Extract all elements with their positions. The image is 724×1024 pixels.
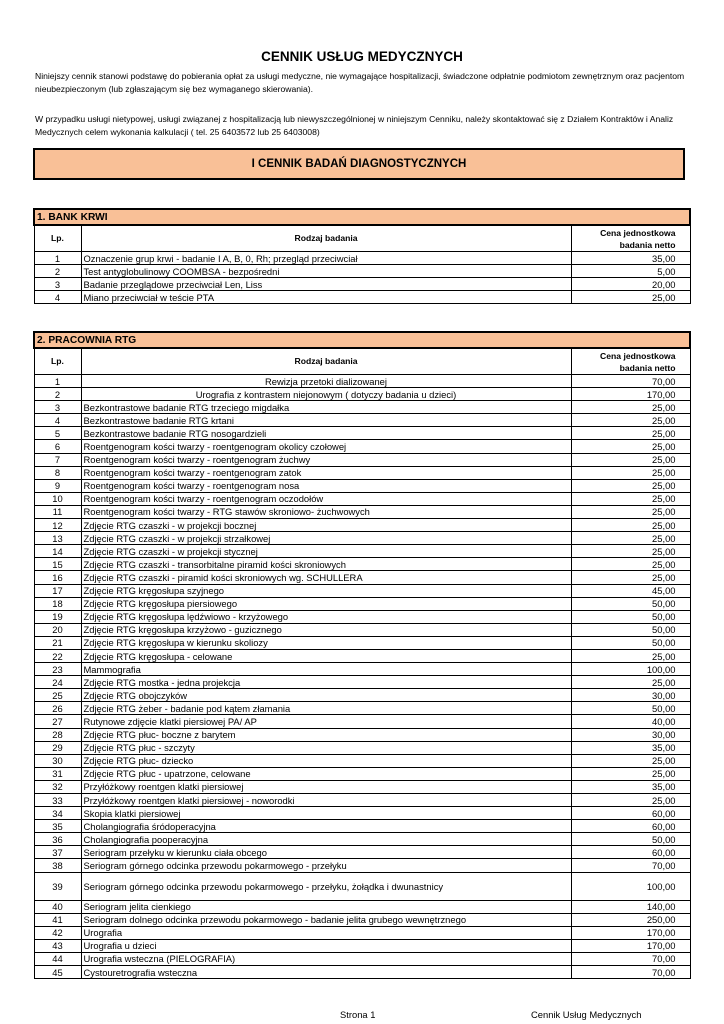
- exam-price: 25,00: [571, 492, 690, 505]
- exam-price: 45,00: [571, 584, 690, 597]
- table-row: [34, 767, 690, 780]
- table-row: [34, 571, 690, 584]
- row-number: 30: [34, 754, 81, 767]
- exam-name: Bezkontrastowe badanie RTG trzeciego migdałka: [81, 401, 571, 414]
- exam-price: 25,00: [571, 453, 690, 466]
- table-row: [34, 427, 690, 440]
- table-row: [34, 401, 690, 414]
- exam-price: 25,00: [571, 767, 690, 780]
- row-number: 26: [34, 702, 81, 715]
- header-name: Rodzaj badania: [81, 348, 571, 375]
- section-title-row: [34, 209, 690, 225]
- row-number: 32: [34, 780, 81, 793]
- header-price: Cena jednostkowa badania netto: [571, 225, 690, 252]
- row-number: 35: [34, 820, 81, 833]
- exam-name: Zdjęcie RTG kręgosłupa piersiowego: [81, 597, 571, 610]
- exam-price: 25,00: [571, 558, 690, 571]
- section-title: 2. PRACOWNIA RTG: [34, 332, 690, 348]
- table-row: [34, 952, 690, 965]
- row-number: 8: [34, 466, 81, 479]
- row-number: 28: [34, 728, 81, 741]
- row-number: 43: [34, 939, 81, 952]
- table-row: [34, 649, 690, 662]
- table-row: [34, 663, 690, 676]
- exam-name: Cystouretrografia wsteczna: [81, 966, 571, 979]
- exam-name: Przyłóżkowy roentgen klatki piersiowej - noworodki: [81, 794, 571, 807]
- exam-name: Rutynowe zdjęcie klatki piersiowej PA/ AP: [81, 715, 571, 728]
- row-number: 17: [34, 584, 81, 597]
- table-row: [34, 702, 690, 715]
- row-number: 27: [34, 715, 81, 728]
- row-number: 1: [34, 375, 81, 388]
- exam-name: Urografia z kontrastem niejonowym ( dotyczy badania u dzieci): [81, 388, 571, 401]
- exam-name: Badanie przeglądowe przeciwciał Len, Liss: [81, 278, 571, 291]
- row-number: 2: [34, 265, 81, 278]
- table-row: [34, 636, 690, 649]
- table-row: [34, 558, 690, 571]
- table-row: [34, 291, 690, 304]
- exam-price: 35,00: [571, 252, 690, 265]
- header-name: Rodzaj badania: [81, 225, 571, 252]
- exam-name: Bezkontrastowe badanie RTG krtani: [81, 414, 571, 427]
- exam-price: 70,00: [571, 966, 690, 979]
- exam-name: Mammografia: [81, 663, 571, 676]
- table-row: [34, 623, 690, 636]
- row-number: 21: [34, 636, 81, 649]
- exam-price: 25,00: [571, 794, 690, 807]
- exam-name: Bezkontrastowe badanie RTG nosogardzieli: [81, 427, 571, 440]
- exam-name: Zdjęcie RTG czaszki - piramid kości skroniowych wg. SCHULLERA: [81, 571, 571, 584]
- table-header-row: [34, 348, 690, 375]
- table-row: [34, 715, 690, 728]
- row-number: 34: [34, 807, 81, 820]
- exam-price: 25,00: [571, 532, 690, 545]
- row-number: 18: [34, 597, 81, 610]
- row-number: 41: [34, 913, 81, 926]
- exam-name: Seriogram przełyku w kierunku ciała obcego: [81, 846, 571, 859]
- exam-name: Roentgenogram kości twarzy - roentgenogram zatok: [81, 466, 571, 479]
- exam-price: 20,00: [571, 278, 690, 291]
- header-lp: Lp.: [34, 348, 81, 375]
- exam-name: Roentgenogram kości twarzy - roentgenogram okolicy czołowej: [81, 440, 571, 453]
- exam-price: 170,00: [571, 388, 690, 401]
- exam-name: Zdjęcie RTG czaszki - transorbitalne piramid kości skroniowych: [81, 558, 571, 571]
- table-row: [34, 926, 690, 939]
- table-row: [34, 846, 690, 859]
- table-row: [34, 278, 690, 291]
- table-row: [34, 610, 690, 623]
- exam-name: Zdjęcie RTG płuc- boczne z barytem: [81, 728, 571, 741]
- table-row: [34, 741, 690, 754]
- table-row: [34, 414, 690, 427]
- page-title: CENNIK USŁUG MEDYCZNYCH: [261, 49, 463, 64]
- exam-price: 50,00: [571, 636, 690, 649]
- exam-price: 170,00: [571, 939, 690, 952]
- exam-price: 25,00: [571, 545, 690, 558]
- row-number: 37: [34, 846, 81, 859]
- exam-price: 60,00: [571, 820, 690, 833]
- row-number: 44: [34, 952, 81, 965]
- row-number: 7: [34, 453, 81, 466]
- exam-name: Seriogram jelita cienkiego: [81, 900, 571, 913]
- exam-name: Miano przeciwciał w teście PTA: [81, 291, 571, 304]
- exam-name: Zdjęcie RTG kręgosłupa - celowane: [81, 649, 571, 662]
- table-row: [34, 505, 690, 518]
- exam-name: Zdjęcie RTG czaszki - w projekcji bocznej: [81, 519, 571, 532]
- row-number: 13: [34, 532, 81, 545]
- document-name: Cennik Usług Medycznych: [531, 1009, 642, 1020]
- exam-price: 25,00: [571, 649, 690, 662]
- row-number: 20: [34, 623, 81, 636]
- row-number: 14: [34, 545, 81, 558]
- row-number: 22: [34, 649, 81, 662]
- exam-name: Seriogram dolnego odcinka przewodu pokarmowego - badanie jelita grubego wewnętrznego: [81, 913, 571, 926]
- row-number: 6: [34, 440, 81, 453]
- exam-name: Oznaczenie grup krwi - badanie I A, B, 0, Rh; przegląd przeciwciał: [81, 252, 571, 265]
- exam-price: 30,00: [571, 728, 690, 741]
- exam-name: Roentgenogram kości twarzy - RTG stawów skroniowo- żuchwowych: [81, 505, 571, 518]
- table-row: [34, 466, 690, 479]
- table-row: [34, 492, 690, 505]
- table-row: [34, 265, 690, 278]
- row-number: 5: [34, 427, 81, 440]
- table-row: [34, 728, 690, 741]
- exam-name: Seriogram górnego odcinka przewodu pokarmowego - przełyku, żołądka i dwunastnicy: [81, 872, 571, 900]
- price-table-blood-bank: [33, 208, 691, 304]
- table-row: [34, 913, 690, 926]
- exam-price: 140,00: [571, 900, 690, 913]
- exam-price: 170,00: [571, 926, 690, 939]
- exam-name: Zdjęcie RTG kręgosłupa krzyżowo - guzicznego: [81, 623, 571, 636]
- exam-price: 70,00: [571, 952, 690, 965]
- exam-price: 25,00: [571, 519, 690, 532]
- table-row: [34, 597, 690, 610]
- table-row: [34, 794, 690, 807]
- table-row: [34, 440, 690, 453]
- row-number: 31: [34, 767, 81, 780]
- row-number: 15: [34, 558, 81, 571]
- exam-price: 5,00: [571, 265, 690, 278]
- row-number: 3: [34, 278, 81, 291]
- table-row: [34, 545, 690, 558]
- exam-name: Roentgenogram kości twarzy - roentgenogram oczodołów: [81, 492, 571, 505]
- row-number: 4: [34, 291, 81, 304]
- table-row: [34, 479, 690, 492]
- exam-name: Zdjęcie RTG płuc- dziecko: [81, 754, 571, 767]
- exam-price: 60,00: [571, 846, 690, 859]
- exam-name: Zdjęcie RTG żeber - badanie pod kątem złamania: [81, 702, 571, 715]
- table-row: [34, 900, 690, 913]
- table-row: [34, 859, 690, 872]
- exam-price: 25,00: [571, 291, 690, 304]
- row-number: 2: [34, 388, 81, 401]
- exam-price: 70,00: [571, 859, 690, 872]
- row-number: 39: [34, 872, 81, 900]
- exam-name: Skopia klatki piersiowej: [81, 807, 571, 820]
- exam-price: 60,00: [571, 807, 690, 820]
- exam-name: Zdjęcie RTG czaszki - w projekcji strzałkowej: [81, 532, 571, 545]
- exam-name: Zdjęcie RTG płuc - szczyty: [81, 741, 571, 754]
- exam-price: 25,00: [571, 479, 690, 492]
- section-banner: I CENNIK BADAŃ DIAGNOSTYCZNYCH: [33, 148, 685, 180]
- row-number: 23: [34, 663, 81, 676]
- exam-price: 250,00: [571, 913, 690, 926]
- table-header-row: [34, 225, 690, 252]
- row-number: 11: [34, 505, 81, 518]
- exam-price: 100,00: [571, 872, 690, 900]
- exam-name: Seriogram górnego odcinka przewodu pokarmowego - przełyku: [81, 859, 571, 872]
- exam-price: 100,00: [571, 663, 690, 676]
- exam-name: Zdjęcie RTG płuc - upatrzone, celowane: [81, 767, 571, 780]
- row-number: 25: [34, 689, 81, 702]
- exam-name: Urografia u dzieci: [81, 939, 571, 952]
- row-number: 40: [34, 900, 81, 913]
- row-number: 29: [34, 741, 81, 754]
- exam-price: 25,00: [571, 440, 690, 453]
- table-row: [34, 252, 690, 265]
- table-row: [34, 676, 690, 689]
- exam-name: Zdjęcie RTG kręgosłupa w kierunku skoliozy: [81, 636, 571, 649]
- exam-price: 30,00: [571, 689, 690, 702]
- exam-name: Roentgenogram kości twarzy - roentgenogram żuchwy: [81, 453, 571, 466]
- table-row: [34, 780, 690, 793]
- exam-name: Rewizja przetoki dializowanej: [81, 375, 571, 388]
- exam-price: 35,00: [571, 741, 690, 754]
- table-row: [34, 375, 690, 388]
- intro-paragraph: Niniejszy cennik stanowi podstawę do pobierania opłat za usługi medyczne, nie wymagające hospitalizacji, świadczone odpłatnie podmiotom zewnętrznym oraz pacjentom nieubezpieczonym (lub zgłaszającym się bez wymaganego skierowania).: [35, 71, 685, 94]
- exam-name: Zdjęcie RTG kręgosłupa szyjnego: [81, 584, 571, 597]
- exam-name: Zdjęcie RTG mostka - jedna projekcja: [81, 676, 571, 689]
- exam-name: Urografia wsteczna (PIELOGRAFIA): [81, 952, 571, 965]
- exam-price: 50,00: [571, 610, 690, 623]
- exam-price: 35,00: [571, 780, 690, 793]
- table-row: [34, 872, 690, 900]
- row-number: 4: [34, 414, 81, 427]
- exam-name: Zdjęcie RTG obojczyków: [81, 689, 571, 702]
- exam-price: 70,00: [571, 375, 690, 388]
- table-row: [34, 966, 690, 979]
- row-number: 3: [34, 401, 81, 414]
- row-number: 24: [34, 676, 81, 689]
- row-number: 10: [34, 492, 81, 505]
- section-title-row: [34, 332, 690, 348]
- table-row: [34, 689, 690, 702]
- table-row: [34, 939, 690, 952]
- exam-price: 25,00: [571, 466, 690, 479]
- table-row: [34, 833, 690, 846]
- exam-name: Roentgenogram kości twarzy - roentgenogram nosa: [81, 479, 571, 492]
- table-row: [34, 519, 690, 532]
- row-number: 36: [34, 833, 81, 846]
- exam-price: 25,00: [571, 571, 690, 584]
- exam-name: Urografia: [81, 926, 571, 939]
- exam-price: 40,00: [571, 715, 690, 728]
- exam-name: Test antyglobulinowy COOMBSA - bezpośredni: [81, 265, 571, 278]
- table-row: [34, 453, 690, 466]
- exam-price: 25,00: [571, 754, 690, 767]
- row-number: 38: [34, 859, 81, 872]
- table-row: [34, 807, 690, 820]
- table-row: [34, 754, 690, 767]
- exam-name: Zdjęcie RTG czaszki - w projekcji stycznej: [81, 545, 571, 558]
- exam-price: 25,00: [571, 414, 690, 427]
- header-price: Cena jednostkowa badania netto: [571, 348, 690, 375]
- exam-name: Przyłóżkowy roentgen klatki piersiowej: [81, 780, 571, 793]
- exam-name: Cholangiografia śródoperacyjna: [81, 820, 571, 833]
- exam-price: 25,00: [571, 676, 690, 689]
- row-number: 12: [34, 519, 81, 532]
- contact-paragraph: W przypadku usługi nietypowej, usługi związanej z hospitalizacją lub niewyszczególnionej w niniejszym Cenniku, należy skontaktować się z Działem Kontraktów i Analiz Medycznych celem wykonania kalkulacji ( tel. 25 6403572 lub 25 6403008): [35, 114, 674, 137]
- row-number: 42: [34, 926, 81, 939]
- row-number: 33: [34, 794, 81, 807]
- row-number: 19: [34, 610, 81, 623]
- exam-price: 25,00: [571, 401, 690, 414]
- page-number: Strona 1: [340, 1009, 376, 1020]
- exam-price: 50,00: [571, 623, 690, 636]
- row-number: 1: [34, 252, 81, 265]
- exam-name: Cholangiografia pooperacyjna: [81, 833, 571, 846]
- exam-price: 50,00: [571, 702, 690, 715]
- price-table-rtg: [33, 331, 691, 979]
- exam-price: 50,00: [571, 597, 690, 610]
- header-lp: Lp.: [34, 225, 81, 252]
- exam-price: 50,00: [571, 833, 690, 846]
- table-row: [34, 532, 690, 545]
- exam-price: 25,00: [571, 427, 690, 440]
- table-row: [34, 388, 690, 401]
- section-title: 1. BANK KRWI: [34, 209, 690, 225]
- row-number: 45: [34, 966, 81, 979]
- exam-price: 25,00: [571, 505, 690, 518]
- row-number: 16: [34, 571, 81, 584]
- exam-name: Zdjęcie RTG kręgosłupa lędźwiowo - krzyżowego: [81, 610, 571, 623]
- row-number: 9: [34, 479, 81, 492]
- table-row: [34, 584, 690, 597]
- table-row: [34, 820, 690, 833]
